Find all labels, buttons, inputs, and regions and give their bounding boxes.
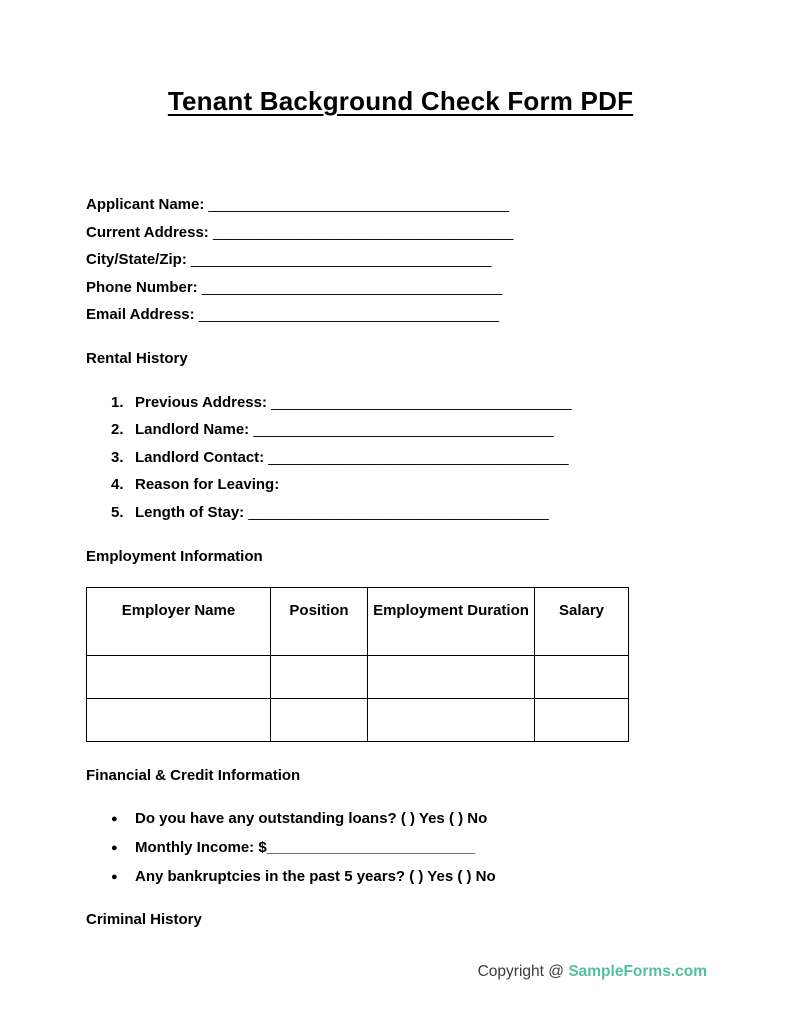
header-cell-employer-name: Employer Name [87, 588, 271, 656]
list-item-previous-address [86, 389, 715, 416]
blank-line: ____________________________________ [212, 223, 514, 241]
bullet-icon: ● [111, 813, 118, 825]
list-number: 4. [111, 476, 124, 494]
field-label: Applicant Name: [86, 196, 205, 213]
employment-info-heading: Employment Information [86, 548, 263, 565]
field-label: Length of Stay: [135, 503, 245, 521]
list-item-text: Do you have any outstanding loans? ( ) Yes ( ) No [135, 810, 488, 827]
page-title: Tenant Background Check Form PDF [167, 86, 634, 116]
list-item-outstanding-loans [86, 805, 715, 834]
list-item-text: Monthly Income: $_________________________ [135, 838, 476, 856]
list-item-monthly-income [86, 834, 715, 863]
list-number: 1. [111, 393, 124, 411]
field-label: Landlord Contact: [135, 448, 265, 466]
field-label: City/State/Zip: [86, 251, 187, 269]
field-label: Previous Address: [135, 393, 267, 411]
bullet-icon: ● [111, 841, 118, 854]
blank-line: ____________________________________ [208, 196, 509, 213]
list-number: 3. [111, 448, 124, 466]
applicant-info-section [86, 191, 715, 329]
field-email-address [86, 301, 715, 329]
field-current-address [86, 219, 715, 247]
blank-line: ____________________________________ [253, 421, 554, 439]
blank-line: ____________________________________ [201, 278, 503, 296]
sampleforms-link[interactable]: SampleForms.com [568, 963, 707, 980]
blank-line: ____________________________________ [191, 251, 492, 269]
document-body [86, 191, 715, 933]
field-phone-number [86, 274, 715, 302]
list-number: 2. [111, 421, 124, 439]
blank-line: ____________________________________ [271, 393, 572, 411]
blank-line: ____________________________________ [198, 306, 500, 324]
rental-history-list [86, 389, 715, 526]
list-item-text: Any bankruptcies in the past 5 years? ( ) Yes ( ) No [135, 867, 496, 885]
copyright-text: Copyright @ [477, 963, 564, 980]
table-cell [535, 699, 629, 742]
table-header-row [87, 588, 629, 656]
rental-history-heading: Rental History [86, 349, 188, 367]
header-cell-employment-duration: Employment Duration [368, 588, 535, 656]
header-cell-salary: Salary [535, 588, 629, 656]
criminal-history-heading: Criminal History [86, 911, 202, 929]
field-label: Landlord Name: [135, 421, 250, 439]
field-label: Reason for Leaving: [135, 476, 280, 494]
header-cell-position: Position [271, 588, 368, 656]
table-cell [368, 656, 535, 699]
table-cell [535, 656, 629, 699]
table-cell [271, 656, 368, 699]
table-cell [87, 699, 271, 742]
footer [478, 963, 707, 981]
table-row [87, 699, 629, 742]
financial-credit-heading: Financial & Credit Information [86, 767, 301, 784]
bullet-icon: ● [111, 870, 118, 883]
financial-list [86, 805, 715, 891]
blank-line: ____________________________________ [248, 503, 549, 521]
list-item-bankruptcies [86, 863, 715, 892]
field-label: Email Address: [86, 306, 195, 324]
field-label: Current Address: [86, 223, 209, 241]
field-label: Phone Number: [86, 278, 198, 296]
list-number: 5. [111, 503, 124, 521]
table-cell [368, 699, 535, 742]
list-item-length-of-stay [86, 499, 715, 526]
list-item-landlord-contact [86, 444, 715, 471]
employment-table [86, 587, 629, 742]
blank-line: ____________________________________ [268, 448, 569, 466]
field-applicant-name [86, 191, 715, 219]
list-item-reason-for-leaving [86, 471, 715, 498]
list-item-landlord-name [86, 416, 715, 443]
table-cell [271, 699, 368, 742]
table-row [87, 656, 629, 699]
table-cell [87, 656, 271, 699]
field-city-state-zip [86, 246, 715, 274]
